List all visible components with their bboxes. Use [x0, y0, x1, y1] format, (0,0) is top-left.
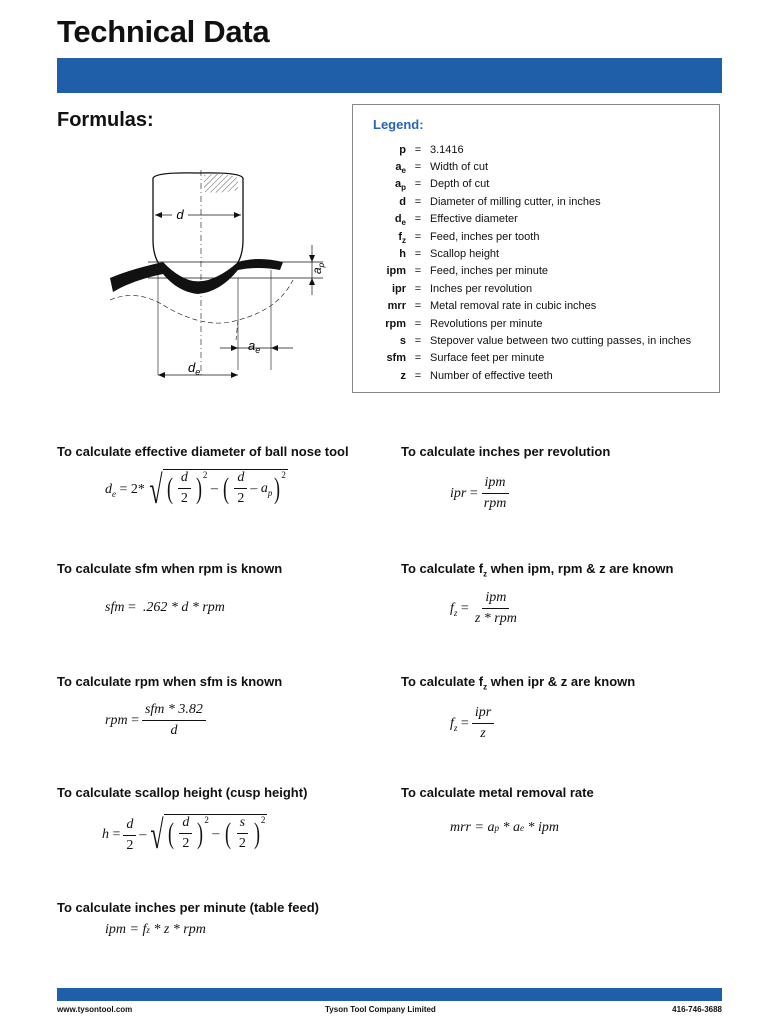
legend-list	[353, 141, 719, 384]
legend-description: Effective diameter	[430, 213, 518, 226]
legend-row	[353, 350, 719, 367]
legend-equals: =	[414, 178, 422, 191]
legend-description: 3.1416	[430, 143, 464, 156]
legend-symbol: d	[399, 195, 406, 208]
legend-symbol: $a_p$	[394, 178, 406, 193]
legend-description: Surface feet per minute	[430, 352, 545, 365]
formula-rpm: rpm = $\frac{\text{sfm * 3.82}}{d}$	[105, 702, 209, 739]
legend-row	[353, 176, 719, 193]
legend-equals: =	[414, 161, 422, 174]
heading-ipm: To calculate inches per minute (table feed)	[57, 900, 319, 915]
legend-description: Feed, inches per tooth	[430, 230, 540, 243]
legend-description: Stepover value between two cutting passes, in inches	[430, 334, 692, 347]
heading-scallop: To calculate scallop height (cusp height)	[57, 785, 308, 800]
legend-description: Number of effective teeth	[430, 369, 553, 382]
legend-equals: =	[414, 282, 422, 295]
formula-fz-ipr: $f_z$ = $\frac{\text{ipr}}{z}$	[450, 705, 497, 742]
formula-mrr: mrr = a p * a e * ipm	[450, 820, 559, 835]
legend-symbol: $d_e$	[394, 213, 406, 228]
legend-equals: =	[414, 143, 422, 156]
formula-effective-diameter: $d_e$ = 2* √ ( $\frac{d}{2}$ ) 2 – ( $\frac{d}{2}$ – $a_p$ ) 2	[105, 467, 286, 512]
footer-bar	[57, 988, 722, 1001]
legend-description: Scallop height	[430, 248, 500, 261]
formula-scallop: h = $\frac{d}{2}$ – √ ( $\frac{d}{2}$ ) 2 – ( $\frac{s}{2}$ ) 2	[102, 812, 266, 857]
legend-box	[352, 104, 720, 393]
heading-sfm: To calculate sfm when rpm is known	[57, 561, 283, 576]
heading-mrr: To calculate metal removal rate	[401, 785, 594, 800]
legend-title: Legend:	[373, 117, 424, 132]
legend-row	[353, 332, 719, 349]
legend-symbol: mrr	[387, 300, 406, 313]
formula-sfm: sfm = .262 * d * rpm	[105, 600, 225, 615]
heading-rpm: To calculate rpm when sfm is known	[57, 674, 283, 689]
legend-equals: =	[414, 248, 422, 261]
heading-effective-diameter: To calculate effective diameter of ball nose tool	[57, 444, 349, 459]
formula-ipm: ipm = f z * z * rpm	[105, 922, 206, 937]
legend-symbol: ipm	[386, 265, 406, 278]
footer-company: Tyson Tool Company Limited	[325, 1005, 436, 1014]
heading-fz-ipr: To calculate $f_z$ when ipr & z are known	[401, 674, 636, 692]
legend-row	[353, 228, 719, 245]
ball-nose-diagram	[108, 170, 338, 380]
svg-text:ap: $a_p$	[310, 262, 326, 274]
legend-equals: =	[414, 230, 422, 243]
legend-symbol: z	[400, 369, 406, 382]
legend-equals: =	[414, 195, 422, 208]
label-d: d	[176, 207, 184, 222]
legend-symbol: p	[399, 143, 406, 156]
footer-phone: 416-746-3688	[672, 1005, 722, 1014]
legend-row	[353, 367, 719, 384]
legend-description: Width of cut	[430, 161, 489, 174]
legend-description: Metal removal rate in cubic inches	[430, 300, 597, 313]
legend-description: Inches per revolution	[430, 282, 533, 295]
legend-symbol: h	[399, 248, 406, 261]
formulas-heading: Formulas:	[57, 109, 154, 131]
page-title: Technical Data	[57, 14, 270, 49]
legend-description: Feed, inches per minute	[430, 265, 549, 278]
legend-description: Diameter of milling cutter, in inches	[430, 195, 601, 208]
legend-symbol: $a_e$	[395, 161, 406, 176]
legend-row	[353, 193, 719, 210]
legend-row	[353, 280, 719, 297]
heading-ipr: To calculate inches per revolution	[401, 444, 611, 459]
legend-equals: =	[414, 334, 422, 347]
legend-equals: =	[414, 300, 422, 313]
legend-symbol: rpm	[385, 317, 406, 330]
legend-description: Revolutions per minute	[430, 317, 543, 330]
legend-equals: =	[414, 352, 422, 365]
legend-row	[353, 315, 719, 332]
legend-equals: =	[414, 265, 422, 278]
label-ae: $a_e$	[248, 338, 261, 355]
legend-row	[353, 263, 719, 280]
title-bar	[57, 58, 722, 93]
label-de: $d_e$	[188, 360, 201, 377]
legend-symbol: ipr	[391, 282, 406, 295]
tool-hatch	[204, 174, 238, 193]
legend-equals: =	[414, 369, 422, 382]
footer-website[interactable]: www.tysontool.com	[57, 1005, 133, 1014]
legend-symbol: s	[399, 334, 406, 347]
legend-description: Depth of cut	[430, 178, 490, 191]
formula-fz-ipm: $f_z$ = $\frac{\text{ipm}}{\text{z * rpm}}$	[450, 590, 517, 626]
legend-symbol: $f_z$	[398, 230, 406, 245]
legend-row	[353, 245, 719, 262]
legend-row	[353, 158, 719, 175]
legend-equals: =	[414, 213, 422, 226]
legend-row	[353, 141, 719, 158]
legend-row	[353, 211, 719, 228]
legend-row	[353, 298, 719, 315]
heading-fz-ipm: To calculate $f_z$ when ipm, rpm & z are known	[401, 561, 674, 579]
legend-symbol: sfm	[386, 352, 406, 365]
formula-ipr: ipr = $\frac{\text{ipm}}{\text{rpm}}$	[450, 475, 512, 512]
legend-equals: =	[414, 317, 422, 330]
